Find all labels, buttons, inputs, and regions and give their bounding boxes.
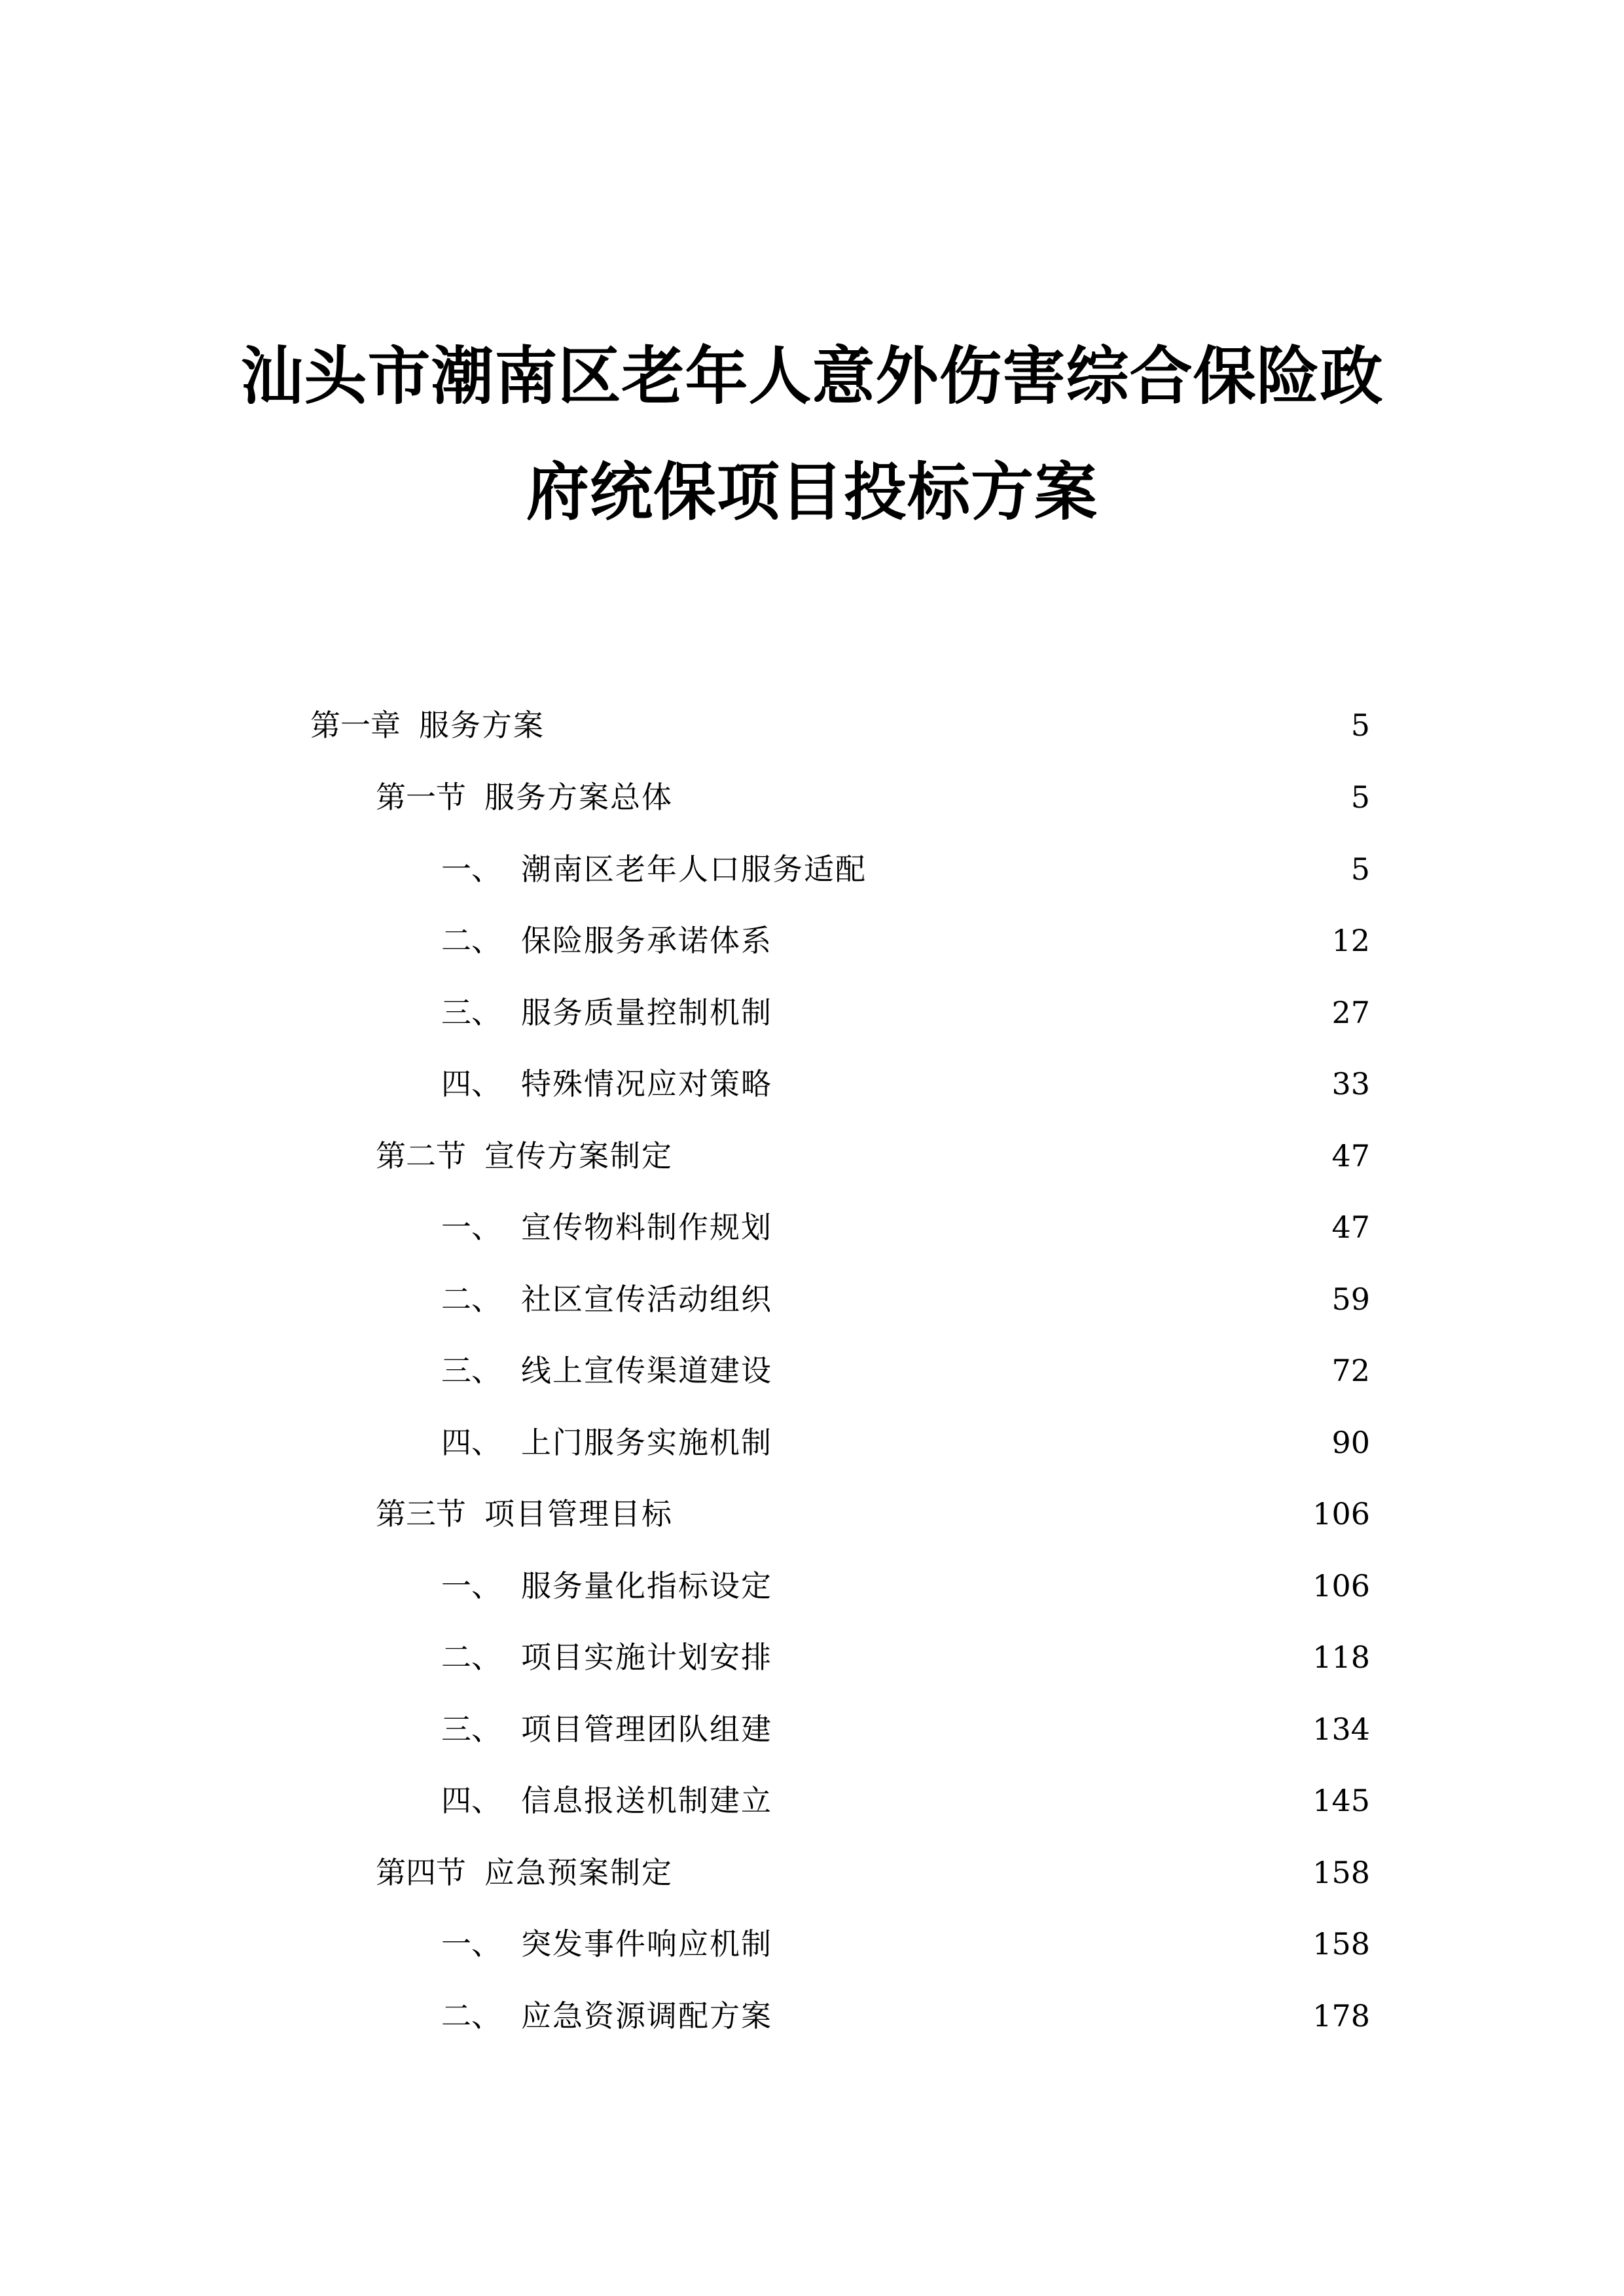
toc-dot-leader xyxy=(782,1780,1303,1821)
toc-dot-leader xyxy=(682,1852,1303,1893)
toc-entry-page: 33 xyxy=(1331,1066,1370,1102)
toc-entry-label: 应急预案制定 xyxy=(484,1855,673,1890)
toc-entry-number: 二、 xyxy=(441,923,501,958)
toc-entry-number: 一、 xyxy=(441,1926,501,1962)
toc-entry-item[interactable] xyxy=(441,1923,1370,1965)
toc-entry-page: 72 xyxy=(1331,1353,1370,1388)
toc-entry-page: 47 xyxy=(1331,1210,1370,1245)
toc-entry-number: 三、 xyxy=(441,1712,501,1747)
toc-entry-page: 5 xyxy=(1350,852,1370,887)
toc-entry-section-1[interactable] xyxy=(376,776,1370,818)
toc-entry-item[interactable] xyxy=(441,1995,1370,2037)
toc-entry-number: 二、 xyxy=(441,1282,501,1317)
toc-entry-item[interactable] xyxy=(441,1780,1370,1821)
toc-dot-leader xyxy=(682,1493,1303,1535)
toc-dot-leader xyxy=(782,992,1322,1033)
toc-entry-label: 宣传物料制作规划 xyxy=(521,1210,772,1245)
toc-entry-page: 158 xyxy=(1312,1855,1370,1890)
toc-entry-item[interactable] xyxy=(441,1063,1370,1105)
toc-entry-label: 项目实施计划安排 xyxy=(521,1640,772,1675)
toc-entry-label: 社区宣传活动组织 xyxy=(521,1282,772,1317)
toc-entry-label: 服务量化指标设定 xyxy=(521,1568,772,1604)
toc-entry-label: 线上宣传渠道建设 xyxy=(521,1353,772,1388)
toc-entry-item[interactable] xyxy=(441,1636,1370,1678)
toc-entry-number: 第三节 xyxy=(376,1496,466,1532)
toc-entry-number: 四、 xyxy=(441,1783,501,1818)
toc-entry-number: 第一章 xyxy=(310,708,401,743)
toc-entry-number: 二、 xyxy=(441,1640,501,1675)
toc-entry-number: 第二节 xyxy=(376,1138,466,1174)
toc-entry-page: 134 xyxy=(1312,1712,1370,1747)
toc-dot-leader xyxy=(782,1636,1303,1678)
toc-entry-item[interactable] xyxy=(441,1422,1370,1463)
toc-dot-leader xyxy=(782,1063,1322,1105)
toc-entry-label: 突发事件响应机制 xyxy=(521,1926,772,1962)
toc-entry-label: 项目管理团队组建 xyxy=(521,1712,772,1747)
toc-entry-label: 服务质量控制机制 xyxy=(521,995,772,1030)
toc-entry-label: 上门服务实施机制 xyxy=(521,1425,772,1460)
toc-entry-number: 一、 xyxy=(441,1210,501,1245)
toc-entry-page: 106 xyxy=(1312,1496,1370,1532)
toc-entry-page: 145 xyxy=(1312,1783,1370,1818)
toc-dot-leader xyxy=(782,1422,1322,1463)
toc-entry-section-3[interactable] xyxy=(376,1493,1370,1535)
toc-entry-item[interactable] xyxy=(441,920,1370,961)
toc-entry-page: 106 xyxy=(1312,1568,1370,1604)
toc-entry-item[interactable] xyxy=(441,1565,1370,1607)
toc-entry-label: 保险服务承诺体系 xyxy=(521,923,772,958)
toc-dot-leader xyxy=(782,1923,1303,1965)
toc-dot-leader xyxy=(876,848,1342,890)
toc-entry-page: 27 xyxy=(1331,995,1370,1030)
toc-entry-item[interactable] xyxy=(441,1206,1370,1248)
toc-entry-section-4[interactable] xyxy=(376,1852,1370,1893)
toc-entry-label: 应急资源调配方案 xyxy=(521,1998,772,2034)
toc-dot-leader xyxy=(782,920,1322,961)
toc-entry-page: 47 xyxy=(1331,1138,1370,1174)
toc-entry-page: 5 xyxy=(1350,708,1370,743)
toc-entry-label: 特殊情况应对策略 xyxy=(521,1066,772,1102)
toc-dot-leader xyxy=(782,1565,1303,1607)
toc-entry-item[interactable] xyxy=(441,1350,1370,1391)
toc-entry-page: 12 xyxy=(1331,923,1370,958)
toc-dot-leader xyxy=(782,1708,1303,1750)
toc-entry-number: 四、 xyxy=(441,1066,501,1102)
toc-dot-leader xyxy=(782,1206,1322,1248)
toc-entry-number: 第四节 xyxy=(376,1855,466,1890)
toc-entry-number: 三、 xyxy=(441,1353,501,1388)
toc-entry-number: 一、 xyxy=(441,1568,501,1604)
toc-entry-page: 178 xyxy=(1312,1998,1370,2034)
toc-dot-leader xyxy=(782,1995,1303,2037)
toc-entry-item[interactable] xyxy=(441,848,1370,890)
toc-entry-number: 二、 xyxy=(441,1998,501,2034)
toc-entry-label: 服务方案总体 xyxy=(484,780,673,815)
toc-dot-leader xyxy=(782,1278,1322,1320)
toc-dot-leader xyxy=(782,1350,1322,1391)
document-title-line-2: 府统保项目投标方案 xyxy=(526,456,1098,529)
toc-entry-page: 90 xyxy=(1331,1425,1370,1460)
toc-entry-number: 第一节 xyxy=(376,780,466,815)
toc-entry-item[interactable] xyxy=(441,1708,1370,1750)
toc-entry-number: 一、 xyxy=(441,852,501,887)
toc-entry-label: 项目管理目标 xyxy=(484,1496,673,1532)
toc-dot-leader xyxy=(554,704,1342,746)
toc-entry-page: 158 xyxy=(1312,1926,1370,1962)
document-title-line-1: 汕头市潮南区老年人意外伤害综合保险政 xyxy=(240,340,1384,413)
toc-entry-item[interactable] xyxy=(441,1278,1370,1320)
toc-dot-leader xyxy=(682,776,1342,818)
toc-entry-item[interactable] xyxy=(441,992,1370,1033)
toc-entry-label: 服务方案 xyxy=(419,708,545,743)
toc-dot-leader xyxy=(682,1135,1322,1177)
toc-entry-number: 四、 xyxy=(441,1425,501,1460)
toc-entry-page: 5 xyxy=(1350,780,1370,815)
toc-entry-label: 宣传方案制定 xyxy=(484,1138,673,1174)
toc-entry-label: 信息报送机制建立 xyxy=(521,1783,772,1818)
toc-entry-number: 三、 xyxy=(441,995,501,1030)
toc-entry-page: 118 xyxy=(1312,1640,1370,1675)
toc-entry-section-2[interactable] xyxy=(376,1135,1370,1177)
toc-entry-label: 潮南区老年人口服务适配 xyxy=(521,852,867,887)
toc-entry-page: 59 xyxy=(1331,1282,1370,1317)
toc-entry-chapter-1[interactable] xyxy=(310,704,1370,746)
